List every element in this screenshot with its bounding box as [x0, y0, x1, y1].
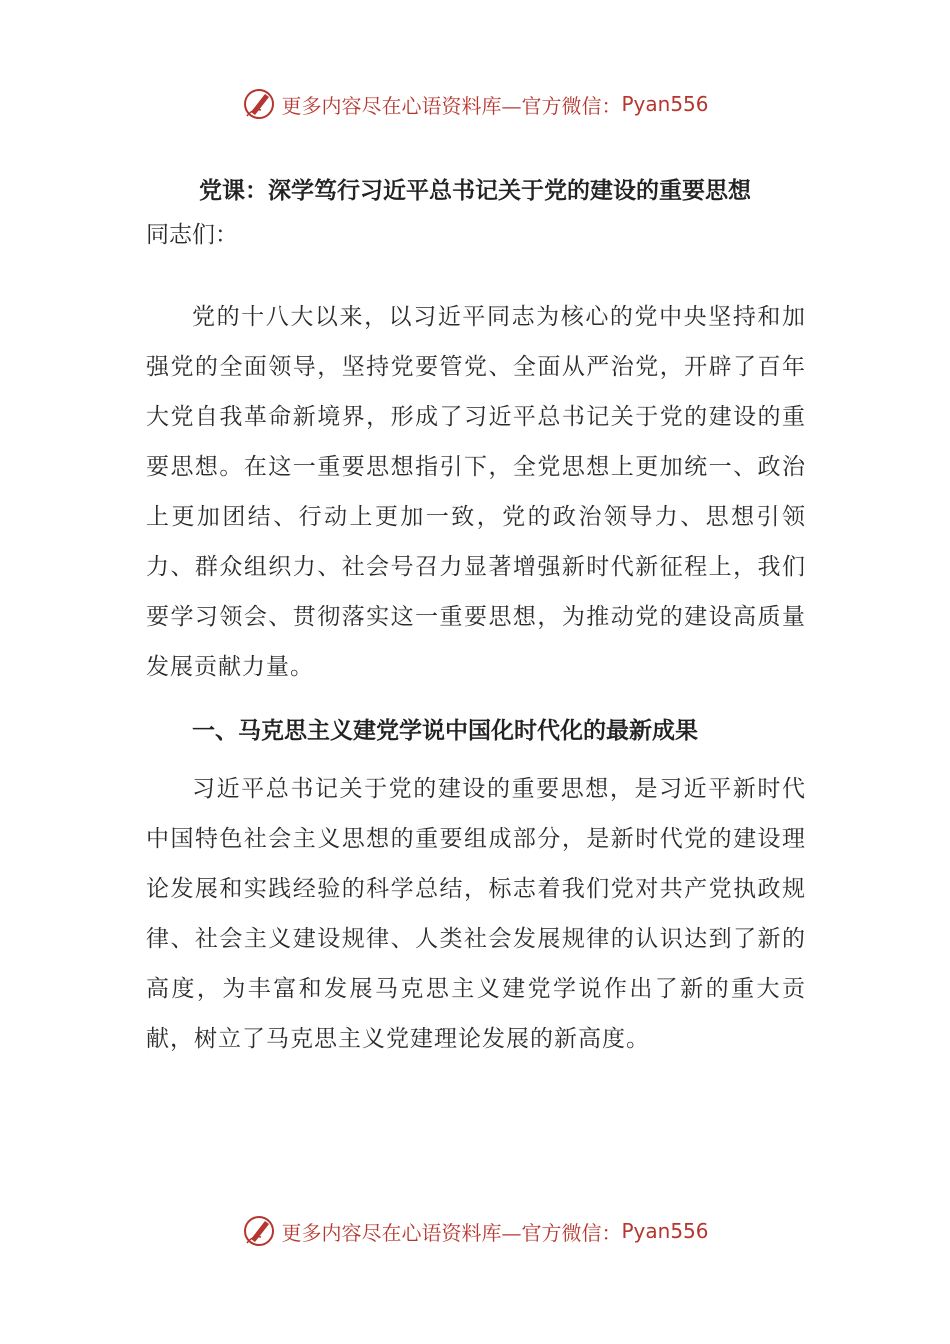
salutation: 同志们： — [146, 222, 238, 248]
paragraph-intro: 党的十八大以来，以习近平同志为核心的党中央坚持和加强党的全面领导，坚持党要管党、全面从严治党，开辟了百年大党自我革命新境界，形成了习近平总书记关于党的建设的重要思想。在这一重要思想指引下，全党思想上更加统一、政治上更加团结、行动上更加一致，党的政治领导力、思想引领力、群众组织力、社会号召力显著增强新时代新征程上，我们要学习领会、贯彻落实这一重要思想，为推动党的建设高质量发展贡献力量。 — [146, 304, 806, 680]
watermark-wechat-id: Pyan556 — [621, 1219, 709, 1243]
pen-logo-icon — [241, 1213, 277, 1249]
footer-watermark — [0, 1211, 950, 1251]
watermark-text: 更多内容尽在心语资料库—官方微信： — [281, 93, 622, 118]
watermark-wechat-id: Pyan556 — [621, 92, 709, 116]
section-heading-1: 一、马克思主义建党学说中国化时代化的最新成果 — [192, 718, 698, 744]
header-watermark — [0, 84, 950, 124]
document-title: 党课：深学笃行习近平总书记关于党的建设的重要思想 — [199, 178, 751, 204]
watermark-text: 更多内容尽在心语资料库—官方微信： — [281, 1220, 622, 1245]
pen-logo-icon — [241, 86, 277, 122]
paragraph-section-1: 习近平总书记关于党的建设的重要思想，是习近平新时代中国特色社会主义思想的重要组成部分，是新时代党的建设理论发展和实践经验的科学总结，标志着我们党对共产党执政规律、社会主义建设规律、人类社会发展规律的认识达到了新的高度，为丰富和发展马克思主义建党学说作出了新的重大贡献，树立了马克思主义党建理论发展的新高度。 — [146, 776, 806, 1052]
